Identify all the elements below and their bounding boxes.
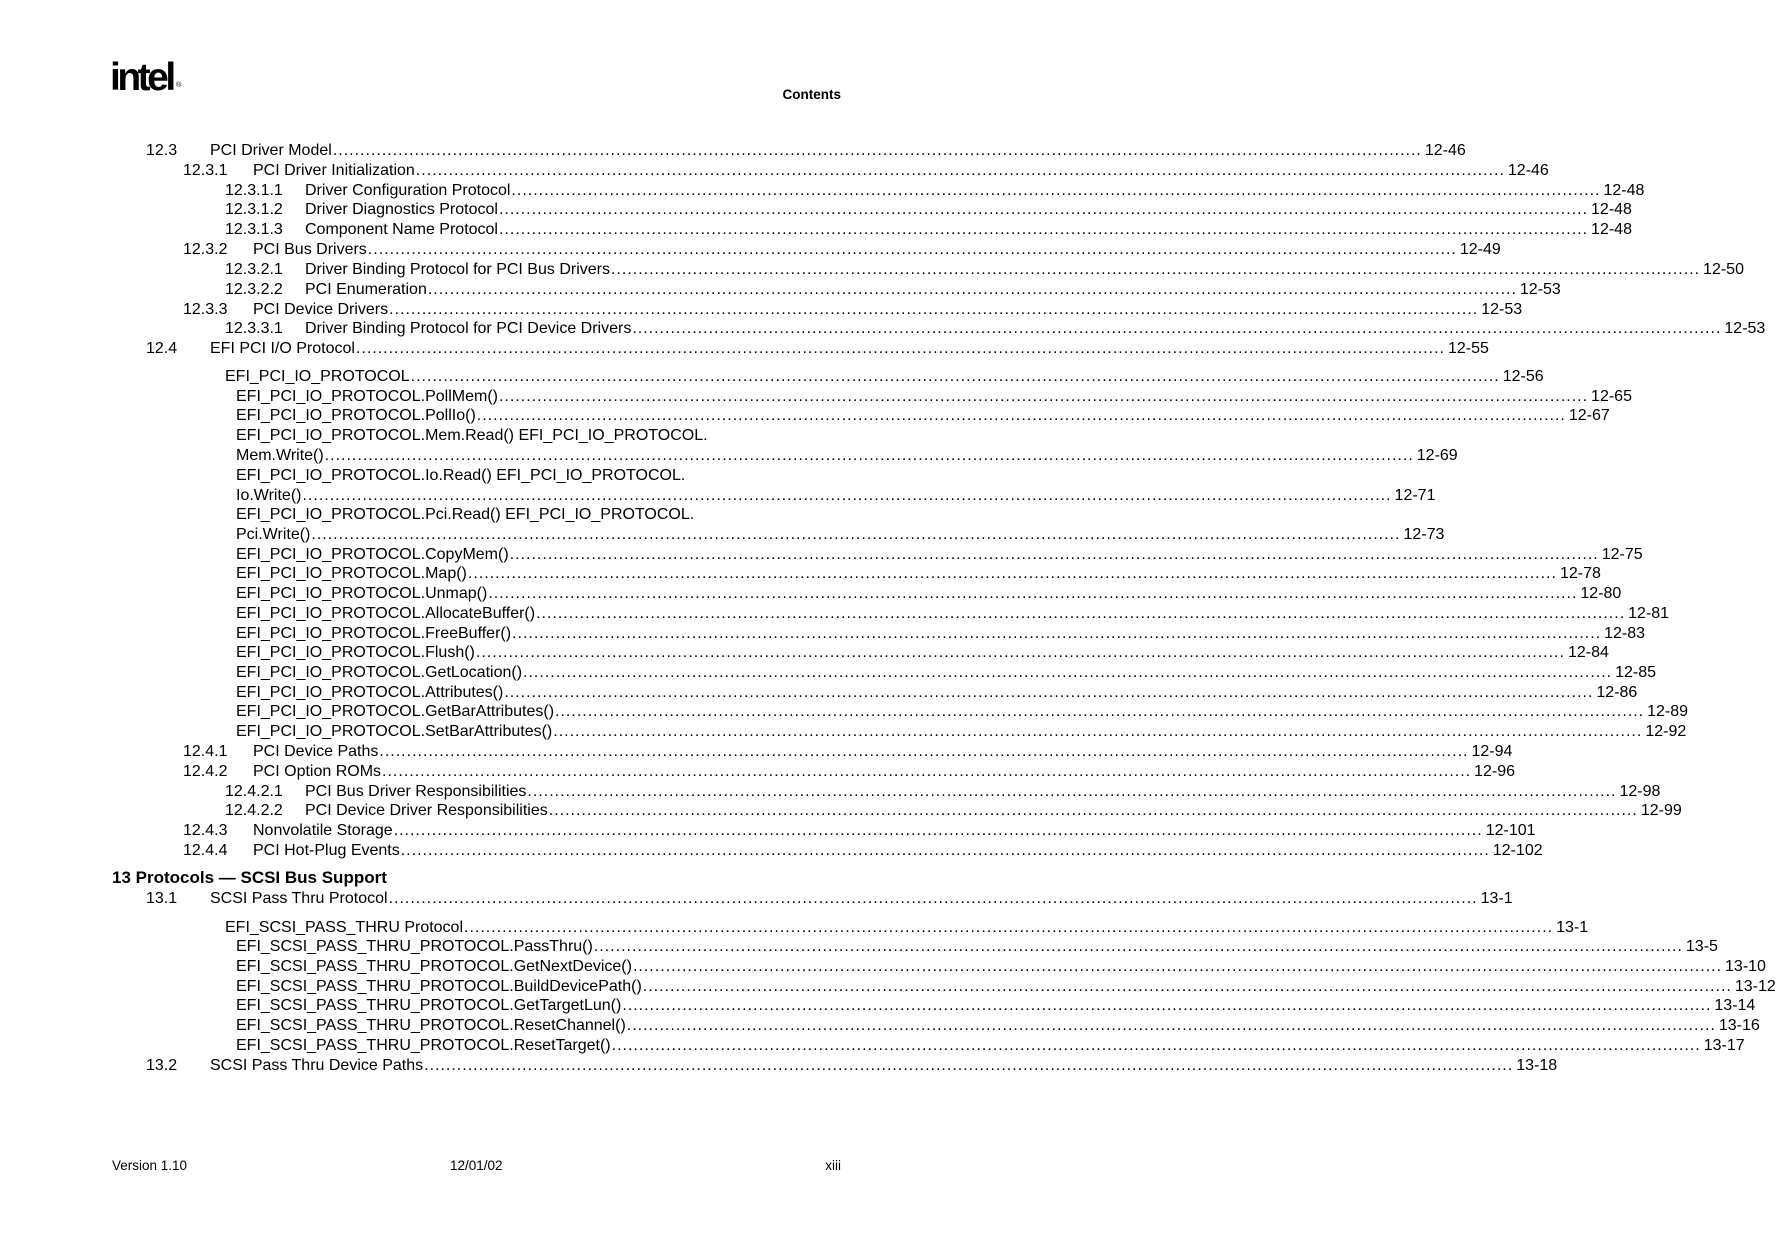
page-number: 12-50 bbox=[1703, 261, 1744, 278]
toc-entry-copymem[interactable] bbox=[236, 545, 1643, 564]
section-number: 12.4 bbox=[146, 340, 178, 357]
page-number: 12-83 bbox=[1604, 625, 1646, 642]
entry-title: EFI_PCI_IO_PROTOCOL.FreeBuffer() bbox=[236, 625, 512, 642]
dot-leader: ........................................................................................................................................................................................................ bbox=[498, 201, 1589, 218]
running-header: Contents bbox=[782, 87, 841, 102]
dot-leader: ........................................................................................................................................................................................................ bbox=[527, 783, 1617, 800]
toc-entry-pci-rw-line1[interactable]: EFI_PCI_IO_PROTOCOL.Pci.Read() EFI_PCI_IO_PROTOCOL. bbox=[236, 506, 695, 523]
page-number: 12-96 bbox=[1474, 763, 1516, 780]
dot-leader: ........................................................................................................................................................................................................ bbox=[410, 368, 1500, 385]
entry-title: EFI_PCI_IO_PROTOCOL.Map() bbox=[236, 565, 467, 582]
dot-leader: ........................................................................................................................................................................................................ bbox=[324, 447, 1414, 464]
toc-entry-12-3-3[interactable] bbox=[183, 300, 1523, 319]
page-number: 12-65 bbox=[1591, 388, 1632, 405]
entry-title: Pci.Write() bbox=[236, 526, 311, 543]
dot-leader: ........................................................................................................................................................................................................ bbox=[504, 684, 1594, 701]
dot-leader: ........................................................................................................................................................................................................ bbox=[415, 162, 1505, 179]
dot-leader: ........................................................................................................................................................................................................ bbox=[511, 182, 1601, 199]
dot-leader: ........................................................................................................................................................................................................ bbox=[467, 565, 1557, 582]
entry-title: EFI_PCI_IO_PROTOCOL.Attributes() bbox=[236, 684, 504, 701]
registered-mark: ® bbox=[176, 82, 182, 89]
footer-page-number: xiii bbox=[825, 1158, 841, 1173]
section-title: Driver Configuration Protocol bbox=[305, 182, 511, 199]
toc-entry-12-4-3[interactable] bbox=[183, 821, 1536, 840]
toc-entry-getlocation[interactable] bbox=[236, 663, 1657, 682]
dot-leader: ........................................................................................................................................................................................................ bbox=[427, 281, 1517, 298]
page-number: 12-81 bbox=[1628, 605, 1670, 622]
page-number: 12-84 bbox=[1567, 644, 1609, 661]
entry-title: EFI_SCSI_PASS_THRU_PROTOCOL.ResetTarget() bbox=[236, 1037, 611, 1054]
entry-title: EFI_PCI_IO_PROTOCOL.PollMem() bbox=[236, 388, 498, 405]
dot-leader: ........................................................................................................................................................................................................ bbox=[523, 664, 1613, 681]
toc-entry-12-3-1-2[interactable] bbox=[225, 200, 1632, 219]
section-number: 12.4.2.1 bbox=[225, 783, 283, 800]
page-number: 12-75 bbox=[1601, 546, 1643, 563]
dot-leader: ........................................................................................................................................................................................................ bbox=[553, 723, 1643, 740]
page-number: 12-53 bbox=[1481, 301, 1523, 318]
entry-title: EFI_SCSI_PASS_THRU_PROTOCOL.PassThru() bbox=[236, 938, 593, 955]
toc-entry-pollmem[interactable] bbox=[236, 387, 1632, 406]
toc-entry-pci-io-protocol[interactable] bbox=[225, 367, 1544, 386]
section-number: 12.3.1.3 bbox=[225, 221, 283, 238]
entry-title: Mem.Write() bbox=[236, 447, 324, 464]
section-title: PCI Bus Drivers bbox=[253, 241, 367, 258]
entry-title: EFI_PCI_IO_PROTOCOL.Unmap() bbox=[236, 585, 488, 602]
section-title: SCSI Pass Thru Protocol bbox=[210, 890, 388, 907]
dot-leader: ........................................................................................................................................................................................................ bbox=[400, 842, 1490, 859]
toc-entry-12-3-2-2[interactable] bbox=[225, 280, 1561, 299]
page-number: 12-71 bbox=[1394, 487, 1436, 504]
section-number: 13.2 bbox=[146, 1057, 178, 1074]
section-title: SCSI Pass Thru Device Paths bbox=[210, 1057, 424, 1074]
dot-leader: ........................................................................................................................................................................................................ bbox=[476, 407, 1566, 424]
page-number: 12-56 bbox=[1502, 368, 1544, 385]
section-title: PCI Hot-Plug Events bbox=[253, 842, 400, 859]
toc-entry-allocatebuffer[interactable] bbox=[236, 604, 1670, 623]
dot-leader: ........................................................................................................................................................................................................ bbox=[475, 644, 1565, 661]
section-title: Driver Diagnostics Protocol bbox=[305, 201, 498, 218]
intel-logo bbox=[110, 56, 185, 104]
page-number: 12-53 bbox=[1724, 320, 1766, 337]
section-title: PCI Bus Driver Responsibilities bbox=[305, 783, 527, 800]
dot-leader: ........................................................................................................................................................................................................ bbox=[632, 958, 1723, 975]
toc-entry-12-3-2[interactable] bbox=[183, 240, 1501, 259]
page-number: 13-17 bbox=[1703, 1037, 1745, 1054]
dot-leader: ........................................................................................................................................................................................................ bbox=[379, 743, 1469, 760]
toc-entry-attributes[interactable] bbox=[236, 683, 1638, 702]
section-number: 12.3.2 bbox=[183, 241, 228, 258]
section-title: Driver Binding Protocol for PCI Bus Drivers bbox=[305, 261, 610, 278]
section-number: 12.3.1.1 bbox=[225, 182, 283, 199]
dot-leader: ........................................................................................................................................................................................................ bbox=[424, 1057, 1514, 1074]
page-number: 12-92 bbox=[1645, 723, 1687, 740]
entry-title: EFI_PCI_IO_PROTOCOL.CopyMem() bbox=[236, 546, 509, 563]
toc-entry-unmap[interactable] bbox=[236, 584, 1622, 603]
section-title: EFI PCI I/O Protocol bbox=[210, 340, 355, 357]
toc-entry-freebuffer[interactable] bbox=[236, 624, 1646, 643]
entry-title: EFI_PCI_IO_PROTOCOL.AllocateBuffer() bbox=[236, 605, 536, 622]
footer-date: 12/01/02 bbox=[450, 1158, 503, 1173]
page-number: 12-78 bbox=[1559, 565, 1601, 582]
section-number: 12.4.1 bbox=[183, 743, 228, 760]
toc-entry-12-3[interactable] bbox=[146, 141, 1466, 160]
dot-leader: ........................................................................................................................................................................................................ bbox=[355, 340, 1445, 357]
dot-leader: ........................................................................................................................................................................................................ bbox=[611, 1037, 1701, 1054]
toc-entry-resettarget[interactable] bbox=[236, 1036, 1745, 1055]
page-number: 12-48 bbox=[1591, 221, 1632, 238]
dot-leader: ........................................................................................................................................................................................................ bbox=[498, 221, 1589, 238]
section-number: 12.3.3 bbox=[183, 301, 228, 318]
toc-entry-flush[interactable] bbox=[236, 643, 1609, 662]
toc-entry-setbarattributes[interactable] bbox=[236, 722, 1687, 741]
section-number: 13.1 bbox=[146, 890, 178, 907]
page-number: 12-94 bbox=[1471, 743, 1513, 760]
toc-entry-pci-rw[interactable] bbox=[236, 525, 1445, 544]
section-title: Nonvolatile Storage bbox=[253, 822, 393, 839]
footer-version: Version 1.10 bbox=[112, 1158, 188, 1173]
page-number: 12-85 bbox=[1615, 664, 1657, 681]
page-number: 13-10 bbox=[1725, 958, 1766, 975]
dot-leader: ........................................................................................................................................................................................................ bbox=[632, 320, 1722, 337]
page-number: 12-49 bbox=[1459, 241, 1501, 258]
section-number: 12.4.3 bbox=[183, 822, 228, 839]
toc-entry-getnextdevice[interactable] bbox=[236, 957, 1766, 976]
toc-entry-map[interactable] bbox=[236, 564, 1601, 583]
toc-entry-12-4[interactable] bbox=[146, 339, 1489, 358]
page-number: 12-67 bbox=[1568, 407, 1610, 424]
page-number: 12-48 bbox=[1591, 201, 1632, 218]
entry-title: EFI_SCSI_PASS_THRU_PROTOCOL.GetTargetLun() bbox=[236, 997, 622, 1014]
dot-leader: ........................................................................................................................................................................................................ bbox=[626, 1017, 1716, 1034]
toc-entry-mem-rw[interactable] bbox=[236, 446, 1458, 465]
section-title: PCI Driver Model bbox=[210, 142, 332, 159]
toc-entry-resetchannel[interactable] bbox=[236, 1016, 1760, 1035]
toc-entry-gettargetlun[interactable] bbox=[236, 996, 1756, 1015]
logo-wordmark: intel bbox=[110, 56, 173, 99]
page-number: 13-12 bbox=[1734, 978, 1776, 995]
dot-leader: ........................................................................................................................................................................................................ bbox=[488, 585, 1578, 602]
toc-entry-12-4-4[interactable] bbox=[183, 841, 1543, 860]
entry-title: EFI_PCI_IO_PROTOCOL bbox=[225, 368, 410, 385]
dot-leader: ........................................................................................................................................................................................................ bbox=[610, 261, 1701, 278]
page-number: 12-89 bbox=[1647, 703, 1689, 720]
toc-entry-13-2[interactable] bbox=[146, 1056, 1558, 1075]
page-number: 12-99 bbox=[1640, 802, 1682, 819]
toc-entry-13-1[interactable] bbox=[146, 889, 1513, 908]
section-number: 12.3.1.2 bbox=[225, 201, 283, 218]
dot-leader: ........................................................................................................................................................................................................ bbox=[548, 802, 1638, 819]
section-number: 12.3.1 bbox=[183, 162, 228, 179]
page-number: 13-1 bbox=[1480, 890, 1513, 907]
page-number: 13-1 bbox=[1556, 919, 1589, 936]
toc-entry-12-3-2-1[interactable] bbox=[225, 260, 1744, 279]
dot-leader: ........................................................................................................................................................................................................ bbox=[389, 301, 1479, 318]
section-title: Driver Binding Protocol for PCI Device Drivers bbox=[305, 320, 632, 337]
toc-entry-io-rw-line1[interactable]: EFI_PCI_IO_PROTOCOL.Io.Read() EFI_PCI_IO_PROTOCOL. bbox=[236, 467, 686, 484]
entry-title: EFI_SCSI_PASS_THRU Protocol bbox=[225, 919, 464, 936]
dot-leader: ........................................................................................................................................................................................................ bbox=[622, 997, 1712, 1014]
page-number: 12-98 bbox=[1619, 783, 1661, 800]
page-number: 13-5 bbox=[1685, 938, 1718, 955]
section-title: Component Name Protocol bbox=[305, 221, 498, 238]
entry-title: Io.Write() bbox=[236, 487, 302, 504]
page-number: 13-18 bbox=[1516, 1057, 1558, 1074]
dot-leader: ........................................................................................................................................................................................................ bbox=[311, 526, 1401, 543]
page-number: 12-102 bbox=[1492, 842, 1543, 859]
section-number: 12.3.3.1 bbox=[225, 320, 283, 337]
dot-leader: ........................................................................................................................................................................................................ bbox=[464, 919, 1554, 936]
section-number: 12.3 bbox=[146, 142, 178, 159]
toc-entry-12-3-1-1[interactable] bbox=[225, 181, 1645, 200]
page-number: 12-86 bbox=[1596, 684, 1638, 701]
dot-leader: ........................................................................................................................................................................................................ bbox=[498, 388, 1589, 405]
toc-entry-mem-rw-line1[interactable]: EFI_PCI_IO_PROTOCOL.Mem.Read() EFI_PCI_IO_PROTOCOL. bbox=[236, 427, 708, 444]
chapter-heading-13[interactable]: 13 Protocols — SCSI Bus Support bbox=[112, 868, 387, 887]
page-number: 12-55 bbox=[1448, 340, 1489, 357]
dot-leader: ........................................................................................................................................................................................................ bbox=[302, 487, 1392, 504]
section-number: 12.3.2.2 bbox=[225, 281, 283, 298]
page-number: 12-53 bbox=[1519, 281, 1561, 298]
section-number: 12.4.2.2 bbox=[225, 802, 283, 819]
section-title: PCI Driver Initialization bbox=[253, 162, 415, 179]
dot-leader: ........................................................................................................................................................................................................ bbox=[367, 241, 1457, 258]
section-number: 12.4.2 bbox=[183, 763, 228, 780]
section-title: PCI Option ROMs bbox=[253, 763, 382, 780]
toc-entry-12-4-2-2[interactable] bbox=[225, 801, 1682, 820]
dot-leader: ........................................................................................................................................................................................................ bbox=[555, 703, 1645, 720]
section-title: PCI Device Drivers bbox=[253, 301, 389, 318]
dot-leader: ........................................................................................................................................................................................................ bbox=[388, 890, 1478, 907]
toc-entry-12-4-2-1[interactable] bbox=[225, 782, 1661, 801]
toc-entry-12-3-3-1[interactable] bbox=[225, 319, 1766, 338]
toc-entry-12-3-1-3[interactable] bbox=[225, 220, 1632, 239]
entry-title: EFI_PCI_IO_PROTOCOL.PollIo() bbox=[236, 407, 476, 424]
page-number: 12-48 bbox=[1603, 182, 1645, 199]
dot-leader: ........................................................................................................................................................................................................ bbox=[393, 822, 1483, 839]
dot-leader: ........................................................................................................................................................................................................ bbox=[593, 938, 1683, 955]
toc-entry-passthru[interactable] bbox=[236, 937, 1718, 956]
dot-leader: ........................................................................................................................................................................................................ bbox=[332, 142, 1422, 159]
toc-entry-scsi-pass-thru-protocol[interactable] bbox=[225, 918, 1589, 937]
section-number: 12.3.2.1 bbox=[225, 261, 283, 278]
toc-entry-io-rw[interactable] bbox=[236, 486, 1436, 505]
toc-entry-pollio[interactable] bbox=[236, 406, 1610, 425]
entry-title: EFI_PCI_IO_PROTOCOL.GetBarAttributes() bbox=[236, 703, 555, 720]
page-number: 12-69 bbox=[1416, 447, 1458, 464]
dot-leader: ........................................................................................................................................................................................................ bbox=[642, 978, 1732, 995]
entry-title: EFI_PCI_IO_PROTOCOL.Flush() bbox=[236, 644, 475, 661]
dot-leader: ........................................................................................................................................................................................................ bbox=[509, 546, 1599, 563]
section-title: PCI Device Paths bbox=[253, 743, 379, 760]
entry-title: EFI_SCSI_PASS_THRU_PROTOCOL.ResetChannel() bbox=[236, 1017, 626, 1034]
page-number: 12-80 bbox=[1580, 585, 1622, 602]
toc-entry-12-4-1[interactable] bbox=[183, 742, 1513, 761]
section-title: PCI Device Driver Responsibilities bbox=[305, 802, 548, 819]
entry-title: EFI_SCSI_PASS_THRU_PROTOCOL.BuildDevicePath() bbox=[236, 978, 642, 995]
toc-entry-getbarattributes[interactable] bbox=[236, 702, 1689, 721]
page-number: 12-46 bbox=[1424, 142, 1466, 159]
entry-title: EFI_SCSI_PASS_THRU_PROTOCOL.GetNextDevice() bbox=[236, 958, 632, 975]
page-number: 12-73 bbox=[1403, 526, 1445, 543]
toc-entry-12-3-1[interactable] bbox=[183, 161, 1549, 180]
entry-title: EFI_PCI_IO_PROTOCOL.GetLocation() bbox=[236, 664, 523, 681]
dot-leader: ........................................................................................................................................................................................................ bbox=[512, 625, 1602, 642]
page-number: 12-101 bbox=[1485, 822, 1536, 839]
toc-entry-builddevicepath[interactable] bbox=[236, 977, 1776, 996]
dot-leader: ........................................................................................................................................................................................................ bbox=[536, 605, 1626, 622]
section-number: 12.4.4 bbox=[183, 842, 228, 859]
page-number: 13-14 bbox=[1714, 997, 1756, 1014]
dot-leader: ........................................................................................................................................................................................................ bbox=[382, 763, 1472, 780]
entry-title: EFI_PCI_IO_PROTOCOL.SetBarAttributes() bbox=[236, 723, 553, 740]
section-title: PCI Enumeration bbox=[305, 281, 427, 298]
page-number: 13-16 bbox=[1718, 1017, 1760, 1034]
page-number: 12-46 bbox=[1507, 162, 1549, 179]
toc-entry-12-4-2[interactable] bbox=[183, 762, 1516, 781]
